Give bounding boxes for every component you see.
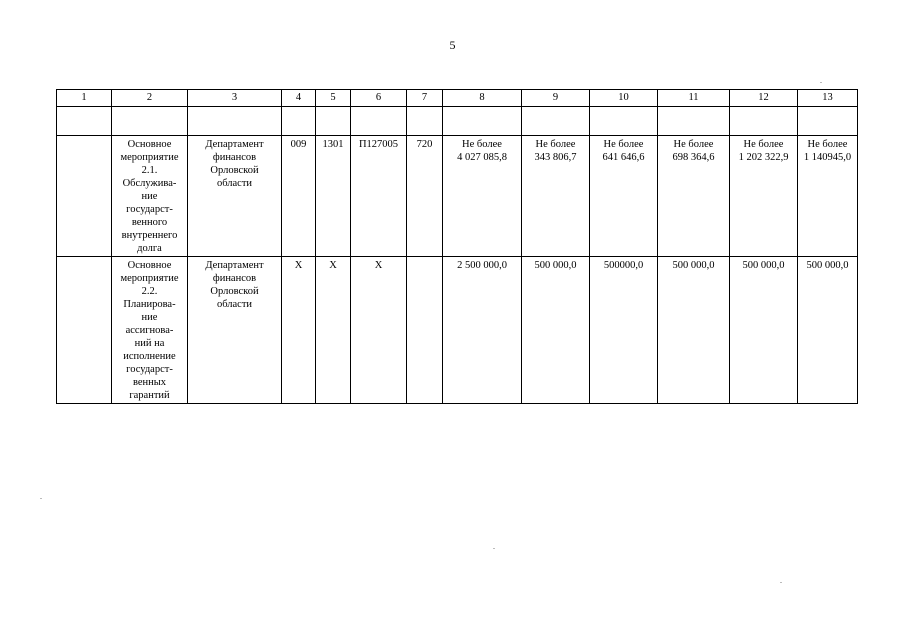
activity-name-cell: Основное мероприятие 2.1. Обслужива- ние государст- венного внутреннего долга <box>112 136 188 257</box>
empty-cell <box>57 107 112 136</box>
amount-cell: Не более 4 027 085,8 <box>443 136 522 257</box>
amount-cell: 500 000,0 <box>798 257 858 404</box>
empty-cell <box>730 107 798 136</box>
scan-speck <box>493 548 495 549</box>
empty-cell <box>112 107 188 136</box>
empty-cell <box>188 107 282 136</box>
header-cell: 11 <box>658 90 730 107</box>
header-cell: 13 <box>798 90 858 107</box>
code-cell: 1301 <box>316 136 351 257</box>
empty-cell <box>658 107 730 136</box>
empty-cell <box>798 107 858 136</box>
page-number: 5 <box>449 38 456 52</box>
header-cell: 4 <box>282 90 316 107</box>
executor-cell: Департамент финансов Орловской области <box>188 136 282 257</box>
scan-speck <box>780 582 782 583</box>
header-cell: 9 <box>522 90 590 107</box>
amount-cell: Не более 1 202 322,9 <box>730 136 798 257</box>
header-cell: 8 <box>443 90 522 107</box>
row-number-cell <box>57 136 112 257</box>
scan-speck <box>820 82 822 83</box>
empty-cell <box>590 107 658 136</box>
executor-cell: Департамент финансов Орловской области <box>188 257 282 404</box>
amount-cell: Не более 641 646,6 <box>590 136 658 257</box>
amount-cell: 500 000,0 <box>730 257 798 404</box>
activity-name-cell: Основное мероприятие 2.2. Планирова- ние ассигнова- ний на исполнение государст- венных гарантий <box>112 257 188 404</box>
code-cell: Х <box>351 257 407 404</box>
amount-cell: 500 000,0 <box>522 257 590 404</box>
code-cell: 720 <box>407 136 443 257</box>
amount-cell: 2 500 000,0 <box>443 257 522 404</box>
header-cell: 7 <box>407 90 443 107</box>
empty-cell <box>443 107 522 136</box>
row-number-cell <box>57 257 112 404</box>
amount-cell: Не более 698 364,6 <box>658 136 730 257</box>
code-cell: П127005 <box>351 136 407 257</box>
budget-table <box>56 89 858 404</box>
scan-speck <box>40 498 42 499</box>
empty-cell <box>282 107 316 136</box>
amount-cell: 500 000,0 <box>658 257 730 404</box>
empty-cell <box>351 107 407 136</box>
header-cell: 1 <box>57 90 112 107</box>
header-cell: 12 <box>730 90 798 107</box>
code-cell: 009 <box>282 136 316 257</box>
code-cell: Х <box>282 257 316 404</box>
code-cell <box>407 257 443 404</box>
amount-cell: Не более 343 806,7 <box>522 136 590 257</box>
table-spacer-row <box>57 107 858 136</box>
amount-cell: 500000,0 <box>590 257 658 404</box>
header-cell: 6 <box>351 90 407 107</box>
table-row <box>57 257 858 404</box>
empty-cell <box>407 107 443 136</box>
amount-cell: Не более 1 140945,0 <box>798 136 858 257</box>
empty-cell <box>316 107 351 136</box>
table-row <box>57 136 858 257</box>
table-header-row <box>57 90 858 107</box>
code-cell: Х <box>316 257 351 404</box>
header-cell: 5 <box>316 90 351 107</box>
empty-cell <box>522 107 590 136</box>
header-cell: 10 <box>590 90 658 107</box>
header-cell: 2 <box>112 90 188 107</box>
header-cell: 3 <box>188 90 282 107</box>
